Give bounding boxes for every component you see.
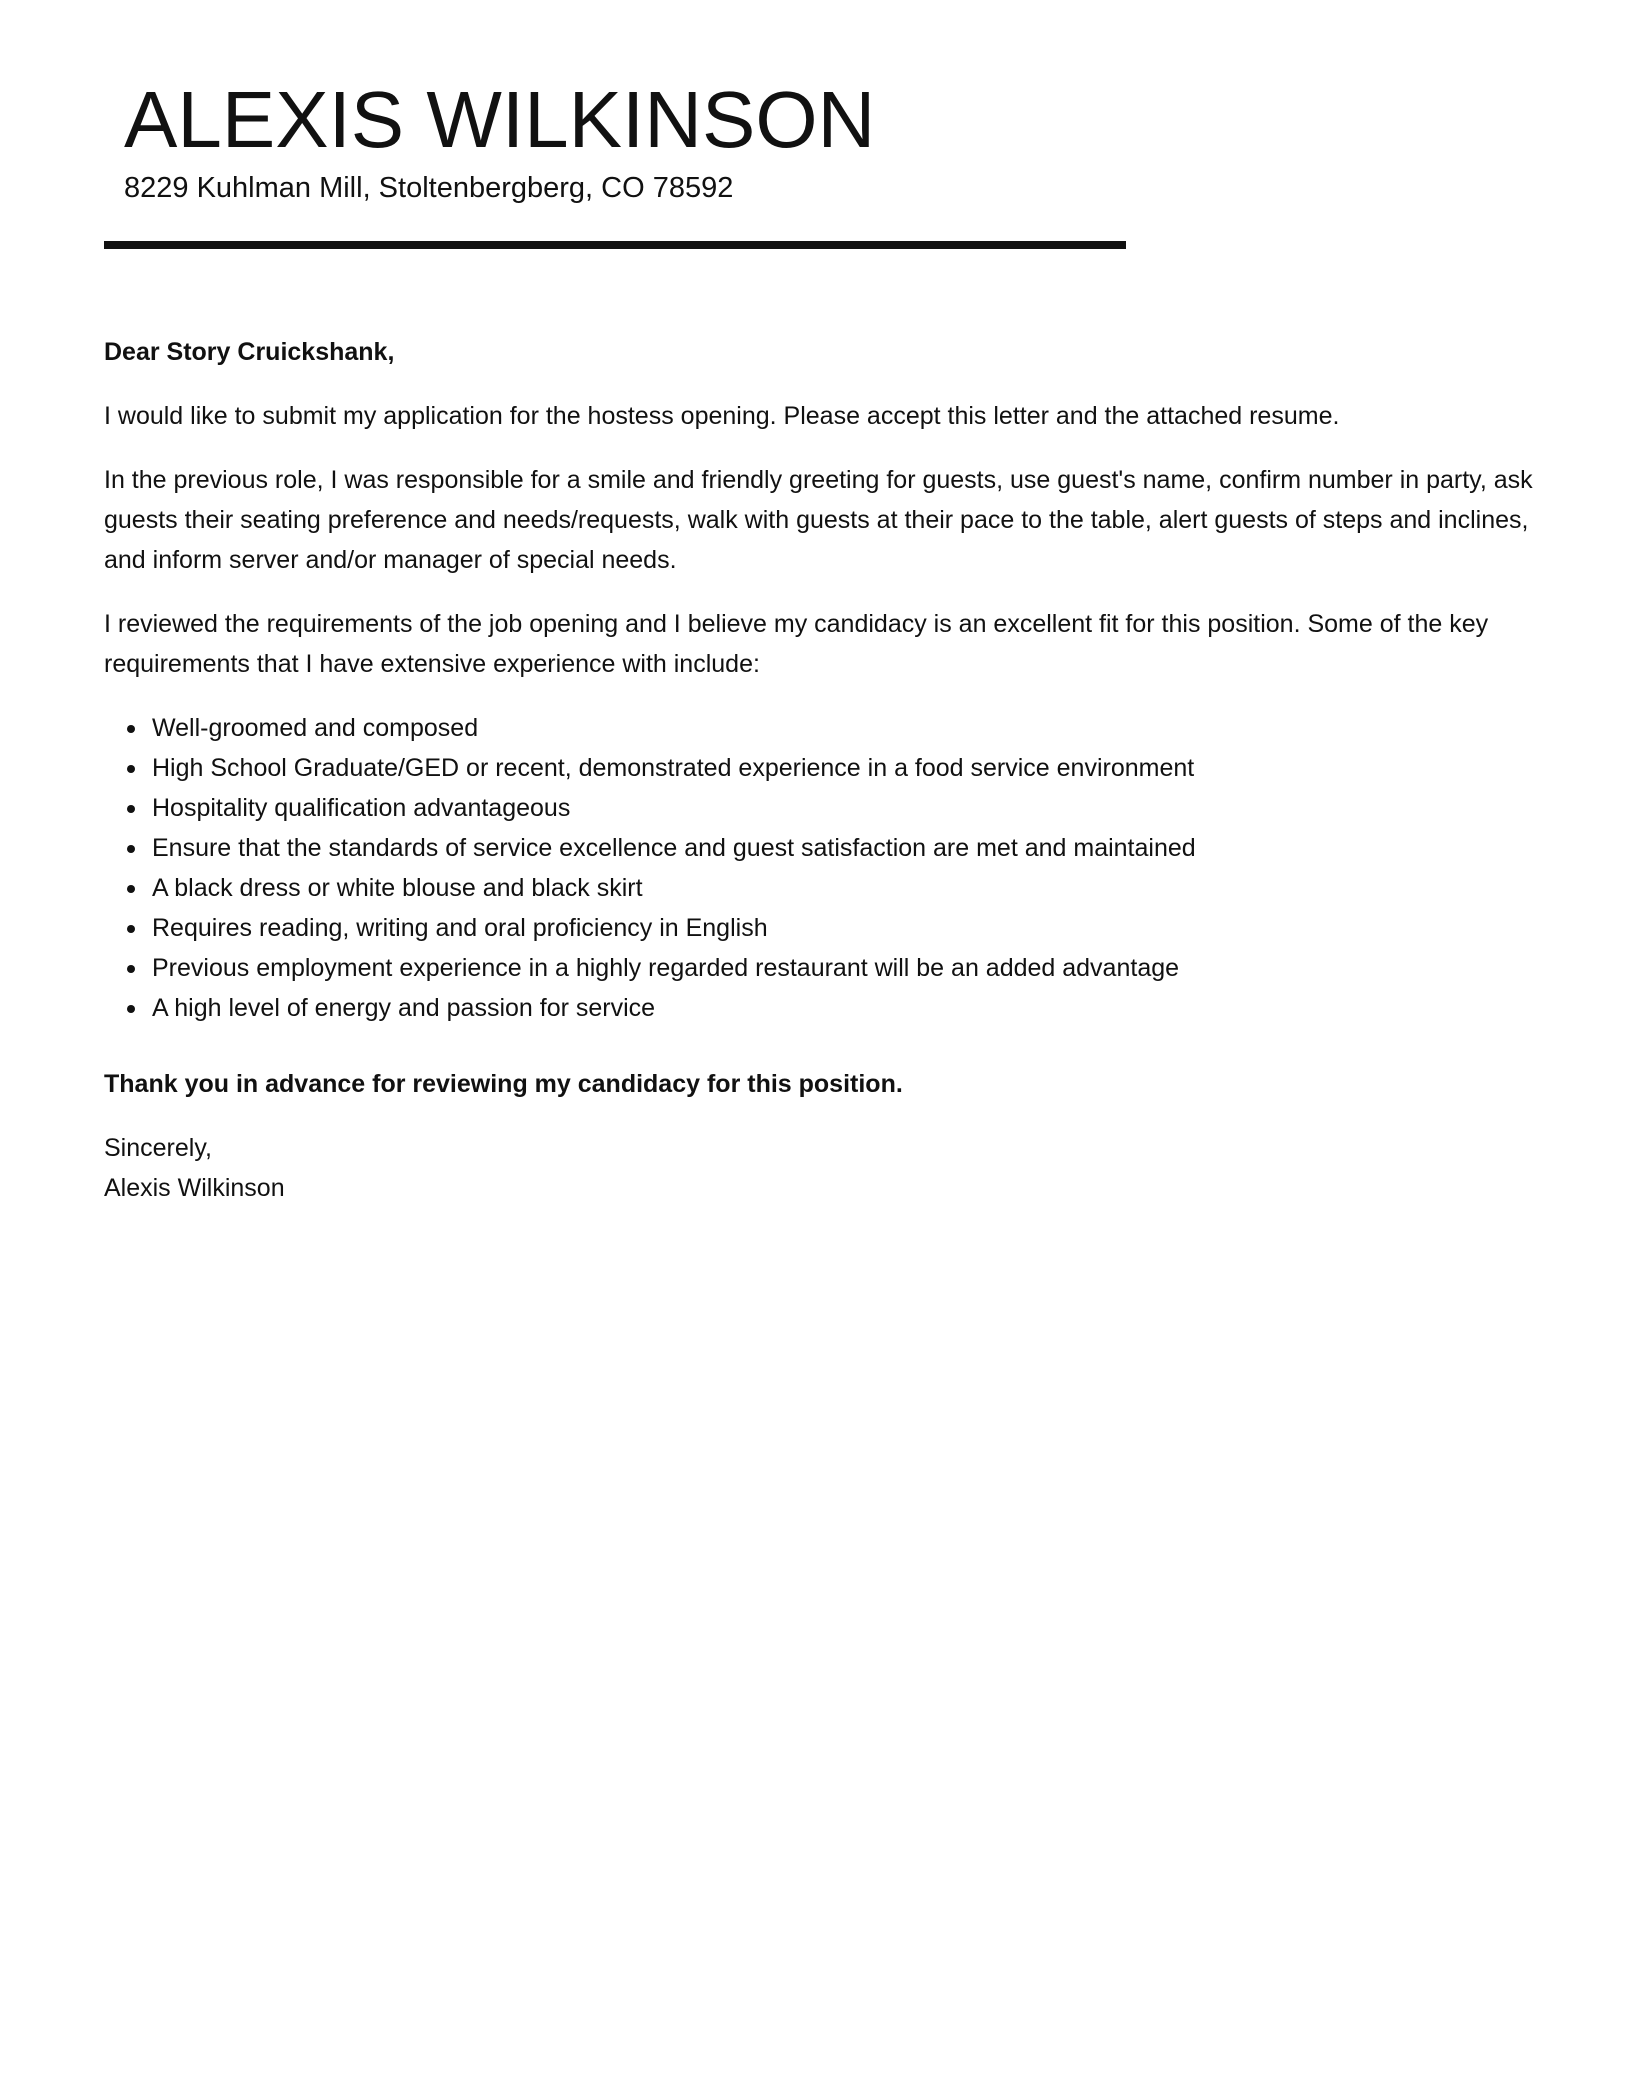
requirements-list <box>104 708 1544 1028</box>
applicant-name: ALEXIS WILKINSON <box>124 75 876 164</box>
header-divider <box>104 241 1126 249</box>
list-item: High School Graduate/GED or recent, demonstrated experience in a food service environment <box>152 748 1544 788</box>
list-item: Previous employment experience in a highly regarded restaurant will be an added advantage <box>152 948 1544 988</box>
list-item: Well-groomed and composed <box>152 708 1544 748</box>
paragraph-intro: I would like to submit my application for the hostess opening. Please accept this letter and the attached resume. <box>104 402 1340 430</box>
signoff: Sincerely, <box>104 1134 212 1162</box>
list-item: A black dress or white blouse and black skirt <box>152 868 1544 908</box>
list-item: Ensure that the standards of service excellence and guest satisfaction are met and maintained <box>152 828 1544 868</box>
list-item: A high level of energy and passion for service <box>152 988 1544 1028</box>
signature-name: Alexis Wilkinson <box>104 1174 285 1202</box>
applicant-address: 8229 Kuhlman Mill, Stoltenbergberg, CO 78592 <box>124 172 734 204</box>
list-item: Hospitality qualification advantageous <box>152 788 1544 828</box>
salutation: Dear Story Cruickshank, <box>104 338 395 366</box>
closing-line: Thank you in advance for reviewing my candidacy for this position. <box>104 1070 903 1098</box>
letter-header <box>124 72 1124 206</box>
list-item: Requires reading, writing and oral proficiency in English <box>152 908 1544 948</box>
paragraph-requirements: I reviewed the requirements of the job opening and I believe my candidacy is an excellent fit for this position. Some of the key requirements that I have extensive experience with include: <box>104 610 1489 678</box>
letter-body <box>104 332 1544 1208</box>
paragraph-experience: In the previous role, I was responsible for a smile and friendly greeting for guests, use guest's name, confirm number in party, ask guests their seating preference and needs/requests, walk with guests at their pace to the table, alert guests of steps and inclines, and inform server and/or manager of special needs. <box>104 466 1533 574</box>
